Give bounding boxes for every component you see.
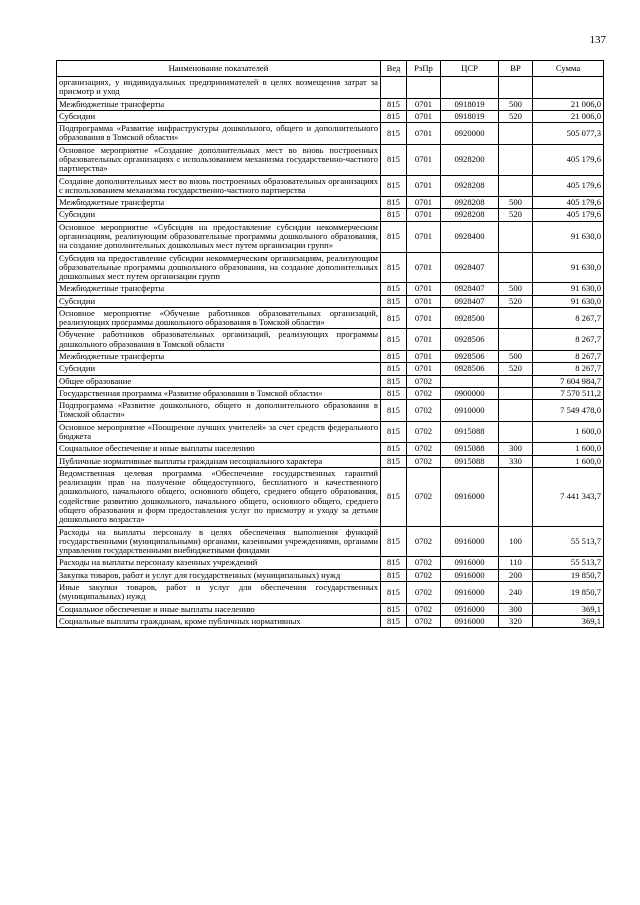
row-csr: 0928208	[441, 209, 499, 221]
row-vr	[499, 307, 533, 329]
header-row	[57, 61, 604, 77]
row-rzpr: 0702	[407, 615, 441, 627]
row-csr: 0910000	[441, 400, 499, 422]
row-vr: 500	[499, 283, 533, 295]
row-sum: 55 513,7	[533, 526, 604, 557]
row-vr: 320	[499, 615, 533, 627]
row-sum: 405 179,6	[533, 209, 604, 221]
row-sum: 1 600,0	[533, 421, 604, 443]
row-rzpr: 0701	[407, 110, 441, 122]
row-sum: 1 600,0	[533, 443, 604, 455]
row-ved: 815	[381, 363, 407, 375]
row-ved: 815	[381, 197, 407, 209]
row-sum: 8 267,7	[533, 307, 604, 329]
row-rzpr: 0701	[407, 295, 441, 307]
row-ved: 815	[381, 581, 407, 603]
row-sum: 91 630,0	[533, 252, 604, 283]
table-row	[57, 144, 604, 175]
row-ved: 815	[381, 400, 407, 422]
budget-table	[56, 60, 604, 628]
row-rzpr: 0701	[407, 209, 441, 221]
row-ved: 815	[381, 252, 407, 283]
row-sum: 19 850,7	[533, 581, 604, 603]
row-vr: 520	[499, 363, 533, 375]
row-name: Государственная программа «Развитие образования в Томской области»	[57, 387, 381, 399]
row-vr: 500	[499, 98, 533, 110]
table-row	[57, 209, 604, 221]
row-rzpr: 0702	[407, 569, 441, 581]
table-row	[57, 387, 604, 399]
table-row	[57, 603, 604, 615]
row-vr	[499, 329, 533, 351]
row-name: Субсидии	[57, 209, 381, 221]
row-sum: 19 850,7	[533, 569, 604, 581]
row-vr: 330	[499, 455, 533, 467]
row-ved: 815	[381, 98, 407, 110]
row-rzpr: 0701	[407, 252, 441, 283]
row-name: Основное мероприятие «Обучение работников образовательных организаций, реализующих программы дошкольного образования в Томской области»	[57, 307, 381, 329]
row-csr: 0916000	[441, 581, 499, 603]
table-row	[57, 569, 604, 581]
row-vr	[499, 467, 533, 526]
row-name: Подпрограмма «Развитие дошкольного, общего и дополнительного образования в Томской области»	[57, 400, 381, 422]
header-name: Наименование показателей	[57, 61, 381, 77]
row-vr	[499, 421, 533, 443]
table-row	[57, 443, 604, 455]
row-csr: 0928200	[441, 144, 499, 175]
table-row	[57, 526, 604, 557]
row-ved: 815	[381, 329, 407, 351]
row-rzpr: 0701	[407, 175, 441, 197]
table-row	[57, 363, 604, 375]
row-name: Общее образование	[57, 375, 381, 387]
row-csr: 0928506	[441, 363, 499, 375]
row-rzpr: 0702	[407, 400, 441, 422]
row-name: Ведомственная целевая программа «Обеспечение государственных гарантий реализации прав на получение общедоступного, бесплатного и качественного дошкольного, начального общего, основного общего, среднего общего образования, содействие развитию дошкольного, начального общего, основного общего, среднего общего образования и форм предоставления услуг по присмотру и уходу за детьми дошкольного возраста»	[57, 467, 381, 526]
row-ved: 815	[381, 295, 407, 307]
table-body	[57, 77, 604, 628]
row-sum: 8 267,7	[533, 329, 604, 351]
row-rzpr: 0702	[407, 455, 441, 467]
row-ved: 815	[381, 603, 407, 615]
table-row	[57, 77, 604, 99]
row-name: Социальное обеспечение и иные выплаты населению	[57, 603, 381, 615]
row-csr: 0928208	[441, 197, 499, 209]
row-sum: 7 604 984,7	[533, 375, 604, 387]
row-csr: 0928400	[441, 221, 499, 252]
row-ved: 815	[381, 209, 407, 221]
row-rzpr: 0701	[407, 197, 441, 209]
row-rzpr: 0701	[407, 283, 441, 295]
row-vr	[499, 123, 533, 145]
row-ved: 815	[381, 123, 407, 145]
row-sum: 7 441 343,7	[533, 467, 604, 526]
row-csr: 0916000	[441, 557, 499, 569]
row-vr	[499, 221, 533, 252]
row-vr: 500	[499, 351, 533, 363]
row-sum: 405 179,6	[533, 144, 604, 175]
row-csr: 0916000	[441, 467, 499, 526]
row-ved: 815	[381, 175, 407, 197]
row-ved: 815	[381, 615, 407, 627]
row-ved: 815	[381, 557, 407, 569]
row-rzpr: 0702	[407, 421, 441, 443]
row-ved: 815	[381, 455, 407, 467]
row-rzpr: 0701	[407, 144, 441, 175]
table-row	[57, 421, 604, 443]
row-rzpr: 0702	[407, 443, 441, 455]
row-sum: 55 513,7	[533, 557, 604, 569]
row-vr	[499, 175, 533, 197]
row-csr: 0915088	[441, 455, 499, 467]
row-ved: 815	[381, 421, 407, 443]
row-vr: 240	[499, 581, 533, 603]
row-vr: 520	[499, 110, 533, 122]
row-sum: 1 600,0	[533, 455, 604, 467]
row-vr: 520	[499, 295, 533, 307]
row-name: Социальные выплаты гражданам, кроме публичных нормативных	[57, 615, 381, 627]
row-sum	[533, 77, 604, 99]
row-sum: 369,1	[533, 603, 604, 615]
row-ved: 815	[381, 443, 407, 455]
table-row	[57, 400, 604, 422]
row-csr: 0928500	[441, 307, 499, 329]
row-name: Создание дополнительных мест во вновь построенных образовательных организациях с использованием механизма государственно-частного партнерства	[57, 175, 381, 197]
row-vr: 300	[499, 603, 533, 615]
row-csr: 0900000	[441, 387, 499, 399]
row-name: организациях, у индивидуальных предпринимателей в целях возмещения затрат за присмотр и уход	[57, 77, 381, 99]
row-sum: 91 630,0	[533, 221, 604, 252]
row-sum: 21 006,0	[533, 98, 604, 110]
row-rzpr: 0701	[407, 221, 441, 252]
table-row	[57, 197, 604, 209]
row-ved: 815	[381, 283, 407, 295]
row-csr: 0928506	[441, 329, 499, 351]
row-rzpr: 0701	[407, 351, 441, 363]
row-rzpr: 0701	[407, 123, 441, 145]
row-rzpr: 0702	[407, 467, 441, 526]
row-sum: 21 006,0	[533, 110, 604, 122]
row-name: Основное мероприятие «Поощрение лучших учителей» за счет средств федерального бюджета	[57, 421, 381, 443]
table-row	[57, 467, 604, 526]
table-row	[57, 351, 604, 363]
row-rzpr: 0701	[407, 98, 441, 110]
row-csr: 0916000	[441, 603, 499, 615]
row-ved: 815	[381, 526, 407, 557]
row-vr	[499, 375, 533, 387]
row-vr	[499, 400, 533, 422]
row-csr: 0920000	[441, 123, 499, 145]
row-name: Субсидия на предоставление субсидии некоммерческим организациям, реализующим образовательные программы дошкольного образования, на создание дополнительных дошкольных мест путем организации групп	[57, 252, 381, 283]
row-csr: 0915088	[441, 443, 499, 455]
row-ved	[381, 77, 407, 99]
row-rzpr: 0702	[407, 526, 441, 557]
table-row	[57, 307, 604, 329]
row-rzpr: 0702	[407, 603, 441, 615]
row-csr: 0928407	[441, 295, 499, 307]
row-name: Закупка товаров, работ и услуг для государственных (муниципальных) нужд	[57, 569, 381, 581]
table-row	[57, 175, 604, 197]
row-csr: 0918019	[441, 98, 499, 110]
table-row	[57, 615, 604, 627]
header-rzpr: РзПр	[407, 61, 441, 77]
row-csr: 0915088	[441, 421, 499, 443]
table-row	[57, 221, 604, 252]
row-sum: 7 549 478,0	[533, 400, 604, 422]
row-vr: 200	[499, 569, 533, 581]
row-name: Иные закупки товаров, работ и услуг для обеспечения государственных (муниципальных) нужд	[57, 581, 381, 603]
row-sum: 8 267,7	[533, 351, 604, 363]
row-csr: 0928407	[441, 252, 499, 283]
row-csr: 0918019	[441, 110, 499, 122]
row-rzpr: 0701	[407, 307, 441, 329]
header-csr: ЦСР	[441, 61, 499, 77]
row-name: Межбюджетные трансферты	[57, 98, 381, 110]
row-ved: 815	[381, 569, 407, 581]
row-rzpr: 0702	[407, 375, 441, 387]
row-name: Межбюджетные трансферты	[57, 283, 381, 295]
table-row	[57, 110, 604, 122]
row-vr: 500	[499, 197, 533, 209]
row-rzpr: 0701	[407, 363, 441, 375]
table-row	[57, 98, 604, 110]
row-ved: 815	[381, 387, 407, 399]
row-csr: 0916000	[441, 569, 499, 581]
row-name: Субсидии	[57, 363, 381, 375]
table-row	[57, 283, 604, 295]
row-name: Основное мероприятие «Субсидия на предоставление субсидии некоммерческим организациям, реализующим образовательные программы дошкольного образования, на создание дополнительных дошкольных мест путем организации групп»	[57, 221, 381, 252]
page-number: 137	[589, 34, 606, 46]
row-csr: 0916000	[441, 615, 499, 627]
row-sum: 405 179,6	[533, 197, 604, 209]
table-row	[57, 252, 604, 283]
table-row	[57, 329, 604, 351]
table-row	[57, 123, 604, 145]
row-sum: 405 179,6	[533, 175, 604, 197]
header-vr: ВР	[499, 61, 533, 77]
row-sum: 7 570 511,2	[533, 387, 604, 399]
row-ved: 815	[381, 375, 407, 387]
row-name: Расходы на выплаты персоналу в целях обеспечения выполнения функций государственными (муниципальными) органами, казенными учреждениями, органами управления государственными внебюджетными фондами	[57, 526, 381, 557]
row-vr: 520	[499, 209, 533, 221]
row-csr: 0928506	[441, 351, 499, 363]
row-name: Субсидии	[57, 110, 381, 122]
row-name: Расходы на выплаты персоналу казенных учреждений	[57, 557, 381, 569]
row-vr: 110	[499, 557, 533, 569]
table-row	[57, 557, 604, 569]
table-row	[57, 375, 604, 387]
table-row	[57, 455, 604, 467]
row-name: Основное мероприятие «Создание дополнительных мест во вновь построенных образовательных организациях с использованием механизма государственно-частного партнерства»	[57, 144, 381, 175]
row-rzpr: 0701	[407, 329, 441, 351]
row-name: Межбюджетные трансферты	[57, 351, 381, 363]
row-rzpr: 0702	[407, 387, 441, 399]
row-name: Субсидии	[57, 295, 381, 307]
row-rzpr: 0702	[407, 581, 441, 603]
row-ved: 815	[381, 351, 407, 363]
row-name: Обучение работников образовательных организаций, реализующих программы дошкольного образования в Томской области	[57, 329, 381, 351]
row-sum: 8 267,7	[533, 363, 604, 375]
row-ved: 815	[381, 467, 407, 526]
row-vr: 300	[499, 443, 533, 455]
row-vr: 100	[499, 526, 533, 557]
row-ved: 815	[381, 221, 407, 252]
header-sum: Сумма	[533, 61, 604, 77]
row-name: Подпрограмма «Развитие инфраструктуры дошкольного, общего и дополнительного образования в Томской области»	[57, 123, 381, 145]
row-sum: 369,1	[533, 615, 604, 627]
row-sum: 505 077,3	[533, 123, 604, 145]
row-csr: 0916000	[441, 526, 499, 557]
row-name: Социальное обеспечение и иные выплаты населению	[57, 443, 381, 455]
row-vr	[499, 144, 533, 175]
row-csr	[441, 77, 499, 99]
row-name: Публичные нормативные выплаты гражданам несоциального характера	[57, 455, 381, 467]
table-row	[57, 295, 604, 307]
row-ved: 815	[381, 144, 407, 175]
row-csr: 0928208	[441, 175, 499, 197]
row-csr	[441, 375, 499, 387]
row-vr	[499, 387, 533, 399]
row-rzpr	[407, 77, 441, 99]
row-name: Межбюджетные трансферты	[57, 197, 381, 209]
table-row	[57, 581, 604, 603]
header-ved: Вед	[381, 61, 407, 77]
row-vr	[499, 77, 533, 99]
row-ved: 815	[381, 110, 407, 122]
row-sum: 91 630,0	[533, 283, 604, 295]
row-sum: 91 630,0	[533, 295, 604, 307]
row-vr	[499, 252, 533, 283]
row-csr: 0928407	[441, 283, 499, 295]
row-ved: 815	[381, 307, 407, 329]
row-rzpr: 0702	[407, 557, 441, 569]
